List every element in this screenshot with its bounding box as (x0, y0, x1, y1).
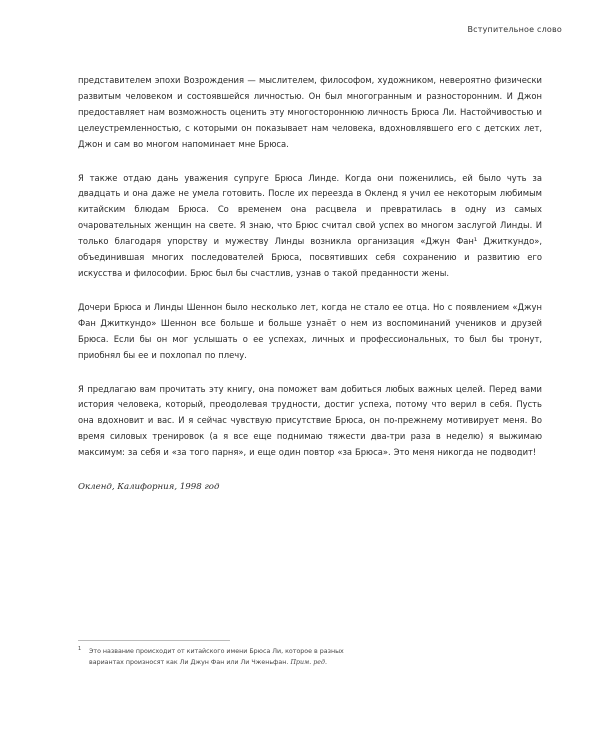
footnote (78, 646, 368, 668)
body-text (78, 73, 542, 495)
footnote-divider (78, 640, 230, 641)
paragraph-1: представителем эпохи Возрождения — мыслителем, философом, художником, невероятно физически развитым человеком и состоявшейся личностью. Он был многогранным и разносторонним. И Джон предоставляет нам возможность оценить эту многостороннюю личность Брюса Ли. Настойчивостью и целеустремленностью, с которыми он показывает нам человека, вдохновлявшего его с детских лет, Джон и сам во многом напоминает мне Брюса. (78, 75, 542, 149)
paragraph-4: Я предлагаю вам прочитать эту книгу, она поможет вам добиться любых важных целей. Перед вами история человека, который, преодолевая трудности, достиг успеха, потому что верил в себя. Пусть она вдохновит и вас. И я сейчас чувствую присутствие Брюса, он по-прежнему мотивирует меня. Во время силовых тренировок (а я все еще поднимаю тяжести два-три раза в неделю) я выжимаю максимум: за себя и «за того парня», и еще один повтор «за Брюса». Это меня никогда не подводит! (78, 383, 542, 458)
footnote-text: Это название происходит от китайского имени Брюса Ли, которое в разных вариантах произносят как Ли Джун Фан или Ли Чженьфан. (89, 648, 344, 666)
running-header: Вступительное слово (467, 25, 562, 34)
paragraph-2: Я также отдаю дань уважения супруге Брюса Линде. Когда они поженились, ей было чуть за двадцать и она даже не умела готовить. После их переезда в Окленд я учил ее некоторым любимым китайским блюдам Брюса. Со временем она расцвела и превратилась в одну из самых очаровательных женщин на свете. Я знаю, что Брюс считал свой успех во многом заслугой Линды. И только благодаря упорству и мужеству Линды возникла организация «Джун Фан¹ Джиткундо», объединившая многих последователей Брюса, посвятивших себя сохранению и развитию его искусства и философии. Брюс был бы счастлив, узнав о такой преданности жены. (78, 172, 542, 278)
paragraph-3: Дочери Брюса и Линды Шеннон было несколько лет, когда не стало ее отца. Но с появлением «Джун Фан Джиткундо» Шеннон все больше и больше узнаёт о нем из воспоминаний учеников и друзей Брюса. Если бы он мог услышать о ее успехах, личных и профессиональных, то был бы тронут, приобнял бы ее и похлопал по плечу. (78, 301, 542, 360)
footnote-editor-note: Прим. ред. (290, 659, 327, 666)
signature-place-date: Окленд, Калифорния, 1998 год (78, 482, 220, 493)
footnote-body (78, 646, 368, 668)
footnote-marker: 1 (78, 646, 82, 652)
